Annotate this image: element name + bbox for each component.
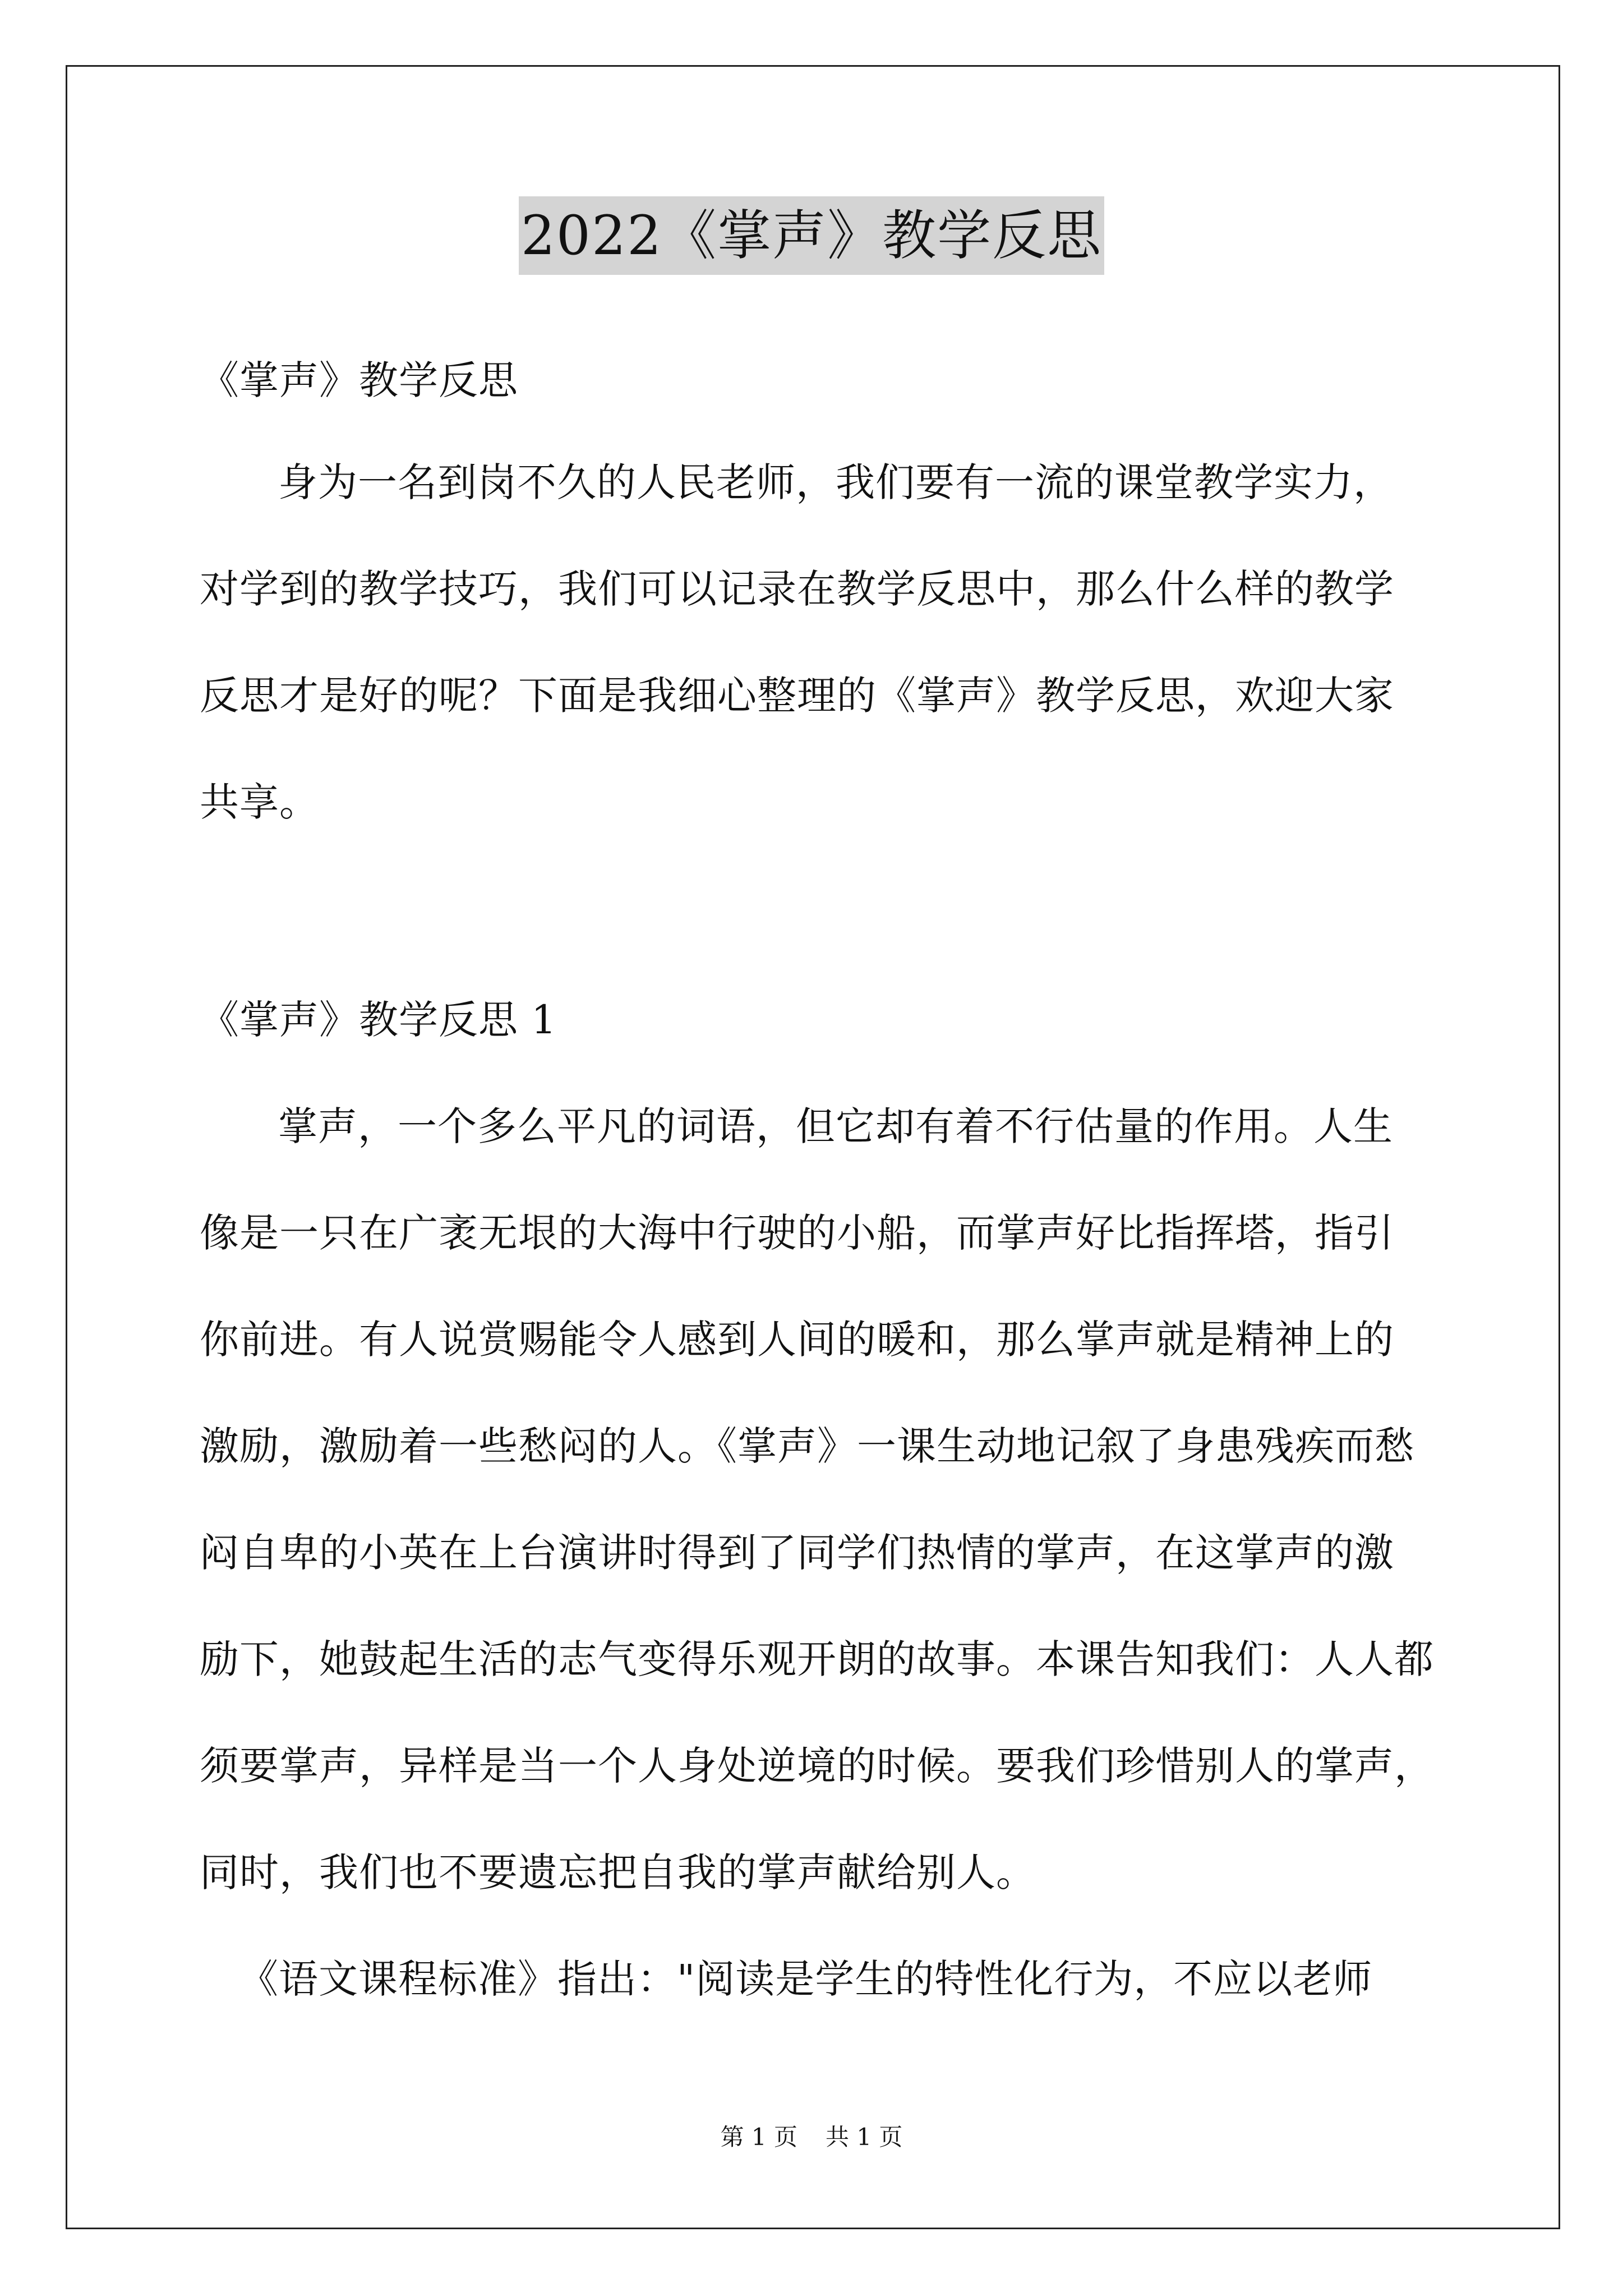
intro-line: 共享。	[200, 779, 319, 825]
paragraph-line: 你前进。有人说赏赐能令人感到人间的暖和，那么掌声就是精神上的	[200, 1317, 1394, 1363]
page-footer	[0, 2120, 1623, 2154]
intro-line: 对学到的教学技巧，我们可以记录在教学反思中，那么什么样的教学	[200, 566, 1394, 612]
paragraph-line: 掌声，一个多么平凡的词语，但它却有着不行估量的作用。人生	[278, 1103, 1393, 1149]
intro-line: 身为一名到岗不久的人民老师，我们要有一流的课堂教学实力，	[278, 459, 1393, 505]
paragraph-line: 《语文课程标准》指出："阅读是学生的特性化行为，不应以老师	[239, 1956, 1373, 2002]
subtitle: 《掌声》教学反思	[200, 357, 518, 403]
paragraph-line: 激励，激励着一些愁闷的人。《掌声》一课生动地记叙了身患残疾而愁	[200, 1423, 1414, 1469]
intro-line: 反思才是好的呢？下面是我细心整理的《掌声》教学反思，欢迎大家	[200, 673, 1394, 719]
paragraph-line: 闷自卑的小英在上台演讲时得到了同学们热情的掌声，在这掌声的激	[200, 1530, 1394, 1576]
paragraph-line: 励下，她鼓起生活的志气变得乐观开朗的故事。本课告知我们：人人都	[200, 1636, 1434, 1682]
paragraph-line: 像是一只在广袤无垠的大海中行驶的小船，而掌声好比指挥塔，指引	[200, 1210, 1394, 1256]
page-number: 第 1 页	[720, 2123, 797, 2151]
paragraph-line: 同时，我们也不要遗忘把自我的掌声献给别人。	[200, 1849, 1036, 1895]
section-heading: 《掌声》教学反思 1	[200, 997, 557, 1043]
document-title: 2022《掌声》教学反思	[519, 196, 1104, 275]
page-total: 共 1 页	[826, 2123, 903, 2151]
document-title-block	[0, 196, 1623, 275]
paragraph-line: 须要掌声，异样是当一个人身处逆境的时候。要我们珍惜别人的掌声，	[200, 1743, 1434, 1789]
